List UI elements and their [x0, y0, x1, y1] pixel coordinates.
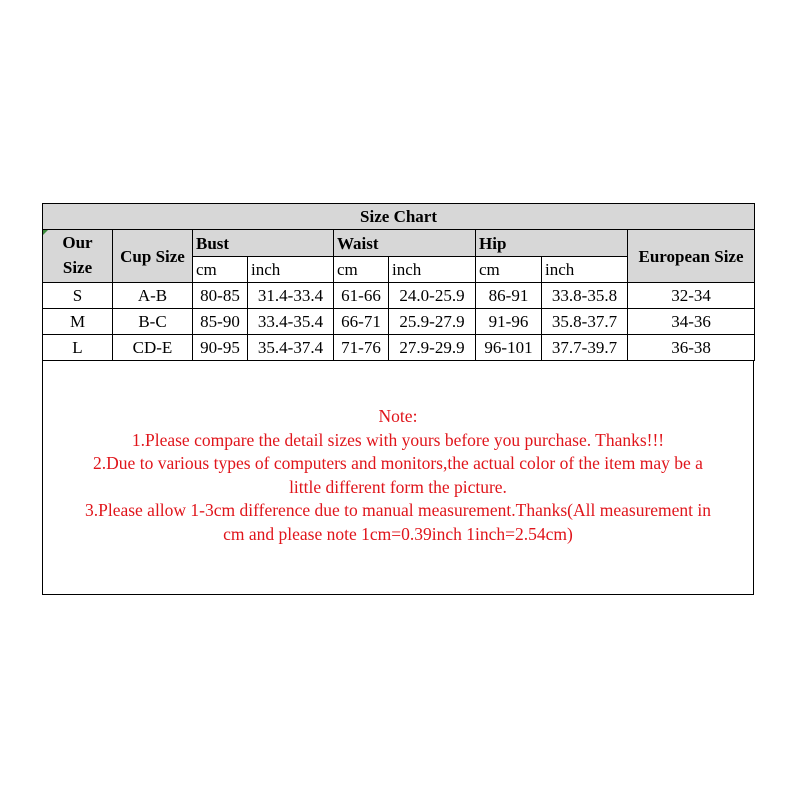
cell-hip-inch: 37.7-39.7 [542, 335, 628, 361]
cell-bust-cm: 85-90 [193, 309, 248, 335]
cell-waist-inch: 25.9-27.9 [389, 309, 476, 335]
cell-comment-marker-icon [43, 230, 48, 235]
subheader-hip-cm: cm [476, 257, 542, 283]
cell-bust-inch: 35.4-37.4 [248, 335, 334, 361]
size-chart-table [42, 203, 755, 361]
cell-waist-inch: 27.9-29.9 [389, 335, 476, 361]
note-line-2a: 2.Due to various types of computers and monitors,the actual color of the item may be a [93, 453, 703, 473]
note-block [42, 405, 754, 546]
cell-cup-size: B-C [113, 309, 193, 335]
subheader-bust-inch: inch [248, 257, 334, 283]
cell-cup-size: CD-E [113, 335, 193, 361]
cell-bust-inch: 33.4-35.4 [248, 309, 334, 335]
cell-hip-inch: 35.8-37.7 [542, 309, 628, 335]
cell-cup-size: A-B [113, 283, 193, 309]
header-hip: Hip [476, 230, 628, 257]
table-row [43, 283, 755, 309]
header-cup-size: Cup Size [113, 230, 193, 283]
header-our-size-line1: Our [62, 233, 93, 253]
cell-waist-inch: 24.0-25.9 [389, 283, 476, 309]
title-row [43, 204, 755, 230]
header-our-size-line2: Size [62, 258, 93, 277]
chart-title: Size Chart [43, 204, 755, 230]
subheader-bust-cm: cm [193, 257, 248, 283]
subheader-waist-cm: cm [334, 257, 389, 283]
cell-bust-cm: 90-95 [193, 335, 248, 361]
subheader-waist-inch: inch [389, 257, 476, 283]
note-heading: Note: [378, 406, 418, 426]
table-row [43, 309, 755, 335]
note-line-3a: 3.Please allow 1-3cm difference due to manual measurement.Thanks(All measurement in [84, 500, 712, 520]
cell-our-size: M [43, 309, 113, 335]
cell-our-size: S [43, 283, 113, 309]
cell-bust-cm: 80-85 [193, 283, 248, 309]
cell-european-size: 32-34 [628, 283, 755, 309]
subheader-hip-inch: inch [542, 257, 628, 283]
cell-european-size: 36-38 [628, 335, 755, 361]
cell-hip-cm: 91-96 [476, 309, 542, 335]
cell-waist-cm: 71-76 [334, 335, 389, 361]
note-line-2b: little different form the picture. [289, 476, 507, 497]
table-row [43, 335, 755, 361]
header-row-1 [43, 230, 755, 257]
cell-our-size: L [43, 335, 113, 361]
note-line-3b: cm and please note 1cm=0.39inch 1inch=2.54cm) [223, 523, 573, 544]
cell-hip-inch: 33.8-35.8 [542, 283, 628, 309]
header-european-size: European Size [628, 230, 755, 283]
cell-hip-cm: 96-101 [476, 335, 542, 361]
cell-bust-inch: 31.4-33.4 [248, 283, 334, 309]
note-line-1: 1.Please compare the detail sizes with yours before you purchase. Thanks!!! [131, 429, 665, 450]
header-waist: Waist [334, 230, 476, 257]
cell-hip-cm: 86-91 [476, 283, 542, 309]
cell-european-size: 34-36 [628, 309, 755, 335]
header-our-size [43, 230, 113, 283]
cell-waist-cm: 61-66 [334, 283, 389, 309]
cell-waist-cm: 66-71 [334, 309, 389, 335]
header-bust: Bust [193, 230, 334, 257]
